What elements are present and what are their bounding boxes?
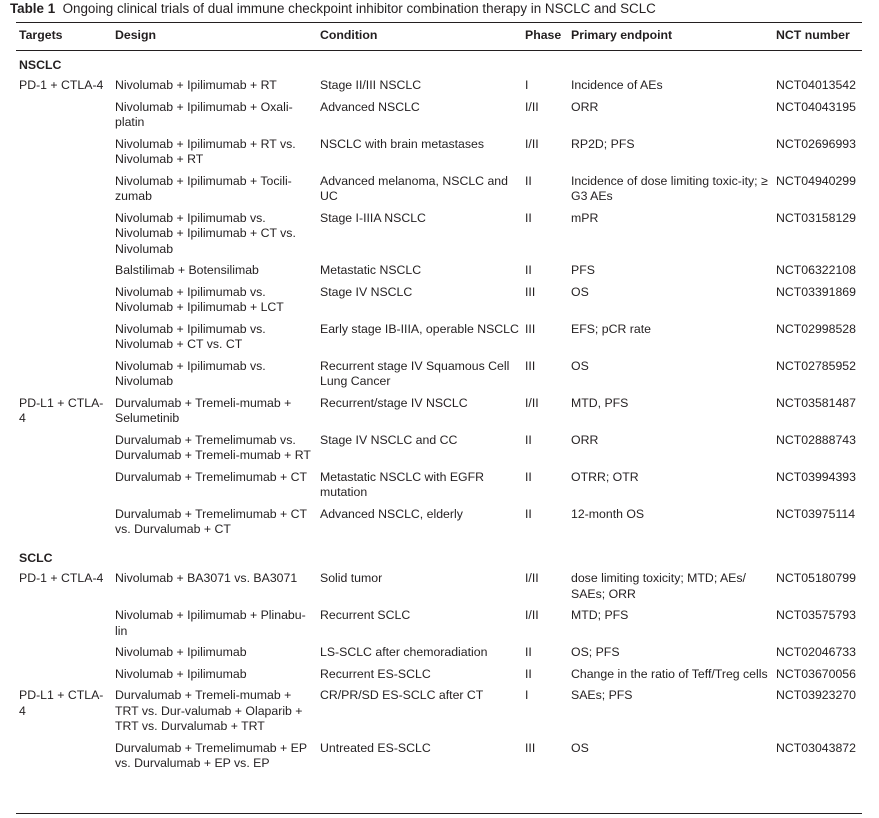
targets-cell [16,608,112,645]
endpoint-cell: OS [571,740,589,755]
phase-cell: I [525,688,529,702]
targets-cell [16,470,112,507]
endpoint-cell: Incidence of AEs [571,78,663,92]
table-row [16,396,862,433]
design-cell: Durvalumab + Tremeli-mumab + Selumetinib [115,395,292,425]
condition-cell: Stage II/III NSCLC [320,78,422,92]
nct-cell: NCT03391869 [776,284,856,299]
header-primary-endpoint: Primary endpoint [568,24,773,50]
condition-cell: Untreated ES-SCLC [320,740,431,755]
table-row [16,571,862,608]
nct-cell: NCT03043872 [776,740,856,755]
phase-cell: III [525,740,536,755]
condition-cell: Stage IV NSCLC and CC [320,432,458,447]
nct-cell: NCT04043195 [776,99,856,114]
condition-cell: Recurrent stage IV Squamous Cell Lung Cancer [320,358,510,388]
endpoint-cell: MTD; PFS [571,608,629,622]
phase-cell: I [525,78,529,92]
phase-cell: III [525,358,536,373]
design-cell: Durvalumab + Tremelimumab + CT vs. Durvalumab + CT [115,506,307,536]
header-condition: Condition [317,24,522,50]
design-cell: Durvalumab + Tremelimumab vs. Durvalumab + Tremeli-mumab + RT [115,432,311,462]
targets-cell [16,741,112,778]
nct-cell: NCT02998528 [776,321,856,336]
table-row [16,78,862,100]
table-row [16,100,862,137]
table-row [16,285,862,322]
design-cell: Nivolumab + Ipilimumab + Tocili-zumab [115,173,292,203]
table-row [16,359,862,396]
endpoint-cell: OS [571,358,589,373]
endpoint-cell: RP2D; PFS [571,136,635,151]
table-row [16,322,862,359]
nct-cell: NCT03581487 [776,395,856,410]
nct-cell: NCT03923270 [776,688,856,702]
nct-cell: NCT02888743 [776,432,856,447]
endpoint-cell: 12-month OS [571,506,645,521]
top-rule [16,22,862,23]
targets-cell [16,433,112,470]
endpoint-cell: ORR [571,99,599,114]
design-cell: Nivolumab + BA3071 vs. BA3071 [115,571,298,585]
condition-cell: Early stage IB-IIIA, operable NSCLC [320,321,519,336]
phase-cell: III [525,321,536,336]
table-row [16,741,862,778]
section-title: NSCLC [19,57,62,72]
phase-cell: II [525,173,532,188]
condition-cell: Metastatic NSCLC with EGFR mutation [320,469,484,499]
condition-cell: Recurrent SCLC [320,608,411,622]
phase-cell: II [525,645,532,659]
table-row [16,470,862,507]
nct-cell: NCT03158129 [776,210,856,225]
condition-cell: NSCLC with brain metastases [320,136,485,151]
targets-cell [16,174,112,211]
condition-cell: CR/PR/SD ES-SCLC after CT [320,688,484,702]
targets-cell [16,263,112,285]
table-caption [10,0,656,17]
table-body [16,50,862,778]
endpoint-cell: OS [571,284,589,299]
nct-cell: NCT02046733 [776,645,856,659]
nct-cell: NCT05180799 [776,571,856,585]
condition-cell: LS-SCLC after chemoradiation [320,645,488,659]
table-row [16,211,862,264]
phase-cell: I/II [525,136,539,151]
table-caption-text: Ongoing clinical trials of dual immune checkpoint inhibitor combination therapy in NSCLC and SCLC [62,1,656,16]
design-cell: Nivolumab + Ipilimumab vs. Nivolumab + CT vs. CT [115,321,266,351]
endpoint-cell: mPR [571,210,599,225]
targets-cell: PD-1 + CTLA-4 [19,571,104,585]
table-row [16,263,862,285]
section-header-row [16,544,862,572]
phase-cell: II [525,210,532,225]
design-cell: Balstilimab + Botensilimab [115,263,259,277]
header-nct-number: NCT number [773,24,862,50]
design-cell: Nivolumab + Ipilimumab + RT [115,78,277,92]
design-cell: Durvalumab + Tremelimumab + EP vs. Durvalumab + EP vs. EP [115,740,307,770]
design-cell: Nivolumab + Ipilimumab vs. Nivolumab + Ipilimumab + CT vs. Nivolumab [115,210,296,256]
targets-cell: PD-1 + CTLA-4 [19,78,104,92]
header-design: Design [112,24,317,50]
condition-cell: Metastatic NSCLC [320,263,422,277]
table-row [16,645,862,667]
phase-cell: I/II [525,608,539,622]
table-row [16,507,862,544]
targets-cell [16,322,112,359]
section-title: SCLC [19,550,53,565]
phase-cell: II [525,469,532,484]
targets-cell: PD-L1 + CTLA-4 [19,688,104,718]
bottom-rule [16,813,862,814]
phase-cell: II [525,506,532,521]
design-cell: Nivolumab + Ipilimumab [115,666,247,681]
endpoint-cell: OTRR; OTR [571,469,639,484]
phase-cell: I/II [525,99,539,114]
condition-cell: Recurrent ES-SCLC [320,666,431,681]
targets-cell [16,507,112,544]
targets-cell [16,137,112,174]
phase-cell: I/II [525,571,539,585]
targets-cell [16,211,112,264]
nct-cell: NCT03670056 [776,666,856,681]
endpoint-cell: PFS [571,263,595,277]
endpoint-cell: EFS; pCR rate [571,321,651,336]
endpoint-cell: ORR [571,432,599,447]
design-cell: Nivolumab + Ipilimumab + Plinabu-lin [115,608,306,638]
endpoint-cell: OS; PFS [571,645,620,659]
targets-cell: PD-L1 + CTLA-4 [19,395,104,425]
endpoint-cell: Change in the ratio of Teff/Treg cells [571,666,768,681]
endpoint-cell: SAEs; PFS [571,688,633,702]
nct-cell: NCT03575793 [776,608,856,622]
section-header-row [16,50,862,78]
targets-cell [16,100,112,137]
nct-cell: NCT04013542 [776,78,856,92]
phase-cell: I/II [525,395,539,410]
condition-cell: Advanced NSCLC [320,99,420,114]
phase-cell: II [525,263,532,277]
condition-cell: Stage I-IIIA NSCLC [320,210,426,225]
condition-cell: Advanced melanoma, NSCLC and UC [320,173,508,203]
endpoint-cell: Incidence of dose limiting toxic-ity; ≥ G3 AEs [571,173,768,203]
design-cell: Durvalumab + Tremelimumab + CT [115,469,308,484]
clinical-trials-table [16,24,862,778]
phase-cell: II [525,666,532,681]
table-row [16,667,862,689]
phase-cell: II [525,432,532,447]
nct-cell: NCT02696993 [776,136,856,151]
design-cell: Durvalumab + Tremeli-mumab + TRT vs. Dur-valumab + Olaparib + TRT vs. Durvalumab + TRT [115,688,303,733]
table-row [16,688,862,741]
endpoint-cell: MTD, PFS [571,395,629,410]
nct-cell: NCT03975114 [776,506,856,521]
design-cell: Nivolumab + Ipilimumab vs. Nivolumab + Ipilimumab + LCT [115,284,284,314]
condition-cell: Advanced NSCLC, elderly [320,506,463,521]
nct-cell: NCT04940299 [776,173,856,188]
targets-cell [16,359,112,396]
table-caption-label: Table 1 [10,1,56,16]
targets-cell [16,285,112,322]
targets-cell [16,667,112,689]
condition-cell: Recurrent/stage IV NSCLC [320,395,468,410]
table-row [16,137,862,174]
nct-cell: NCT02785952 [776,358,856,373]
table-row [16,174,862,211]
header-row [16,24,862,50]
header-phase: Phase [522,24,568,50]
design-cell: Nivolumab + Ipilimumab [115,645,247,659]
condition-cell: Stage IV NSCLC [320,284,413,299]
design-cell: Nivolumab + Ipilimumab + Oxali-platin [115,99,293,129]
nct-cell: NCT06322108 [776,263,856,277]
design-cell: Nivolumab + Ipilimumab + RT vs. Nivolumab + RT [115,136,296,166]
header-targets: Targets [16,24,112,50]
condition-cell: Solid tumor [320,571,383,585]
table-row [16,433,862,470]
table-row [16,608,862,645]
design-cell: Nivolumab + Ipilimumab vs. Nivolumab [115,358,266,388]
nct-cell: NCT03994393 [776,469,856,484]
phase-cell: III [525,284,536,299]
targets-cell [16,645,112,667]
endpoint-cell: dose limiting toxicity; MTD; AEs/ SAEs; ORR [571,571,746,601]
